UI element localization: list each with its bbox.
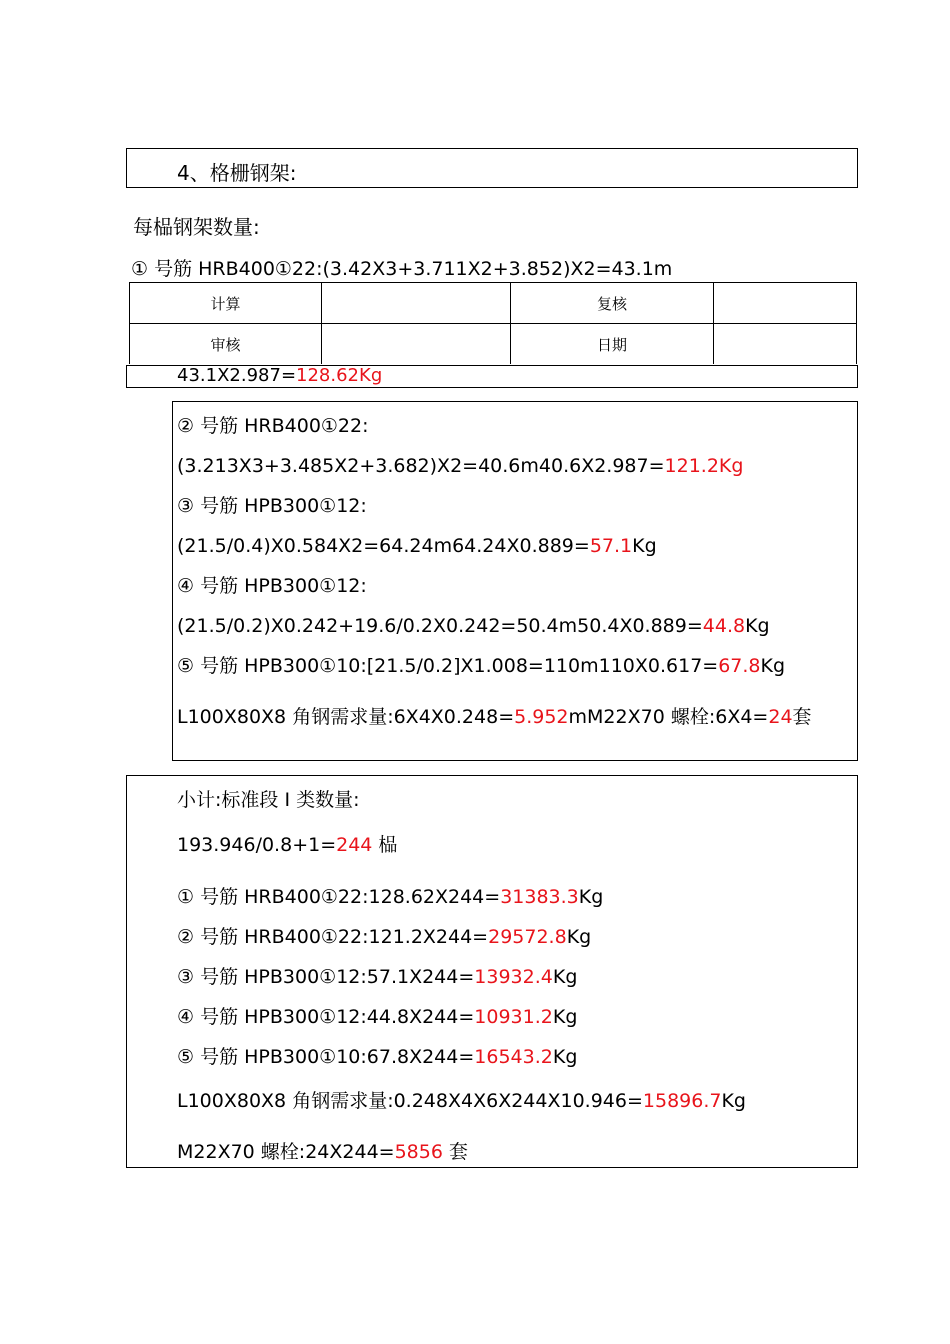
rebar-5-formula: ⑤ 号筋 HPB300①10:[21.5/0.2]X1.008=110m110X0.617= [177, 655, 719, 677]
rebar-3-unit: Kg [632, 535, 657, 557]
subtotal-heading: 小计:标准段 I 类数量: [177, 789, 360, 811]
subtotal-rebar-4 [177, 1005, 577, 1029]
rebar-2-formula: (3.213X3+3.485X2+3.682)X2=40.6m40.6X2.987= [177, 455, 665, 477]
signoff-table [129, 282, 857, 364]
subtotal-bolt-value: 5856 [394, 1141, 443, 1163]
rebar-1-formula: ① 号筋 HRB400①22:(3.42X3+3.711X2+3.852)X2=43.1m [131, 258, 673, 280]
audit-label: 审核 [130, 324, 322, 365]
subtotal-rebar-3-unit: Kg [552, 966, 578, 988]
subtotal-rebar-4-formula: ④ 号筋 HPB300①12:44.8X244= [177, 1006, 475, 1028]
subtotal-bolt-unit: 套 [442, 1141, 468, 1163]
audit-value [322, 324, 511, 365]
rebar-4-label: ④ 号筋 HPB300①12: [177, 575, 367, 597]
subtotal-angle-steel-formula: L100X80X8 角钢需求量:0.248X4X6X244X10.946= [177, 1090, 643, 1112]
rebar-4-formula: (21.5/0.2)X0.242+19.6/0.2X0.242=50.4m50.4X0.889= [177, 615, 703, 637]
bolt-formula: mM22X70 螺栓:6X4= [568, 706, 769, 728]
rebar-3-formula: (21.5/0.4)X0.584X2=64.24m64.24X0.889= [177, 535, 590, 557]
subtotal-rebar-1-unit: Kg [578, 886, 604, 908]
subtotal-rebar-2-formula: ② 号筋 HRB400①22:121.2X244= [177, 926, 489, 948]
rebar-5-value: 67.8 [718, 655, 761, 677]
subtotal-rebar-2-unit: Kg [566, 926, 592, 948]
angle-steel-formula: L100X80X8 角钢需求量:6X4X0.248= [177, 706, 515, 728]
subtotal-rebar-4-unit: Kg [552, 1006, 578, 1028]
subtotal-rebar-3-formula: ③ 号筋 HPB300①12:57.1X244= [177, 966, 475, 988]
subtotal-rebar-2 [177, 925, 591, 949]
rebar-1-weight [177, 365, 382, 387]
bolt-value: 24 [768, 706, 793, 728]
truss-count-formula: 193.946/0.8+1= [177, 834, 337, 856]
review-label: 复核 [511, 283, 714, 324]
rebar-2-label: ② 号筋 HRB400①22: [177, 415, 369, 437]
per-truss-heading: 每榀钢架数量: [133, 215, 260, 239]
calc-label: 计算 [130, 283, 322, 324]
date-value [714, 324, 857, 365]
subtotal-angle-steel-value: 15896.7 [642, 1090, 722, 1112]
subtotal-rebar-5-unit: Kg [552, 1046, 578, 1068]
section-title: 4、格栅钢架: [177, 161, 297, 185]
truss-count-unit: 榀 [372, 834, 398, 856]
subtotal-rebar-5-value: 16543.2 [474, 1046, 553, 1068]
subtotal-bolt [177, 1140, 468, 1164]
date-label: 日期 [511, 324, 714, 365]
rebar-2-value: 121.2Kg [664, 455, 744, 477]
subtotal-rebar-2-value: 29572.8 [488, 926, 567, 948]
rebar-4-value: 44.8 [702, 615, 746, 637]
rebar-4-unit: Kg [745, 615, 770, 637]
rebar-3-value: 57.1 [589, 535, 633, 557]
rebar-3-label: ③ 号筋 HPB300①12: [177, 495, 367, 517]
rebar-5-weight [177, 654, 785, 678]
subtotal-rebar-3-value: 13932.4 [474, 966, 553, 988]
angle-steel-and-bolt [177, 697, 847, 737]
subtotal-rebar-4-value: 10931.2 [474, 1006, 553, 1028]
subtotal-rebar-5 [177, 1045, 577, 1069]
rebar-2-weight [177, 454, 743, 478]
truss-count [177, 833, 397, 857]
truss-count-value: 244 [336, 834, 373, 856]
subtotal-rebar-1-value: 31383.3 [500, 886, 579, 908]
subtotal-rebar-1 [177, 885, 603, 909]
rebar-4-weight [177, 614, 770, 638]
bolt-unit: 套 [792, 706, 812, 728]
angle-steel-value: 5.952 [514, 706, 569, 728]
rebar-5-unit: Kg [760, 655, 786, 677]
subtotal-angle-steel [177, 1089, 746, 1113]
subtotal-rebar-5-formula: ⑤ 号筋 HPB300①10:67.8X244= [177, 1046, 475, 1068]
subtotal-rebar-3 [177, 965, 577, 989]
review-value [714, 283, 857, 324]
calc-value [322, 283, 511, 324]
rebar-1-weight-formula: 43.1X2.987= [177, 365, 297, 386]
subtotal-bolt-formula: M22X70 螺栓:24X244= [177, 1141, 395, 1163]
rebar-3-weight [177, 534, 657, 558]
subtotal-angle-steel-unit: Kg [721, 1090, 746, 1112]
rebar-1-weight-value: 128.62Kg [296, 365, 383, 386]
subtotal-rebar-1-formula: ① 号筋 HRB400①22:128.62X244= [177, 886, 501, 908]
